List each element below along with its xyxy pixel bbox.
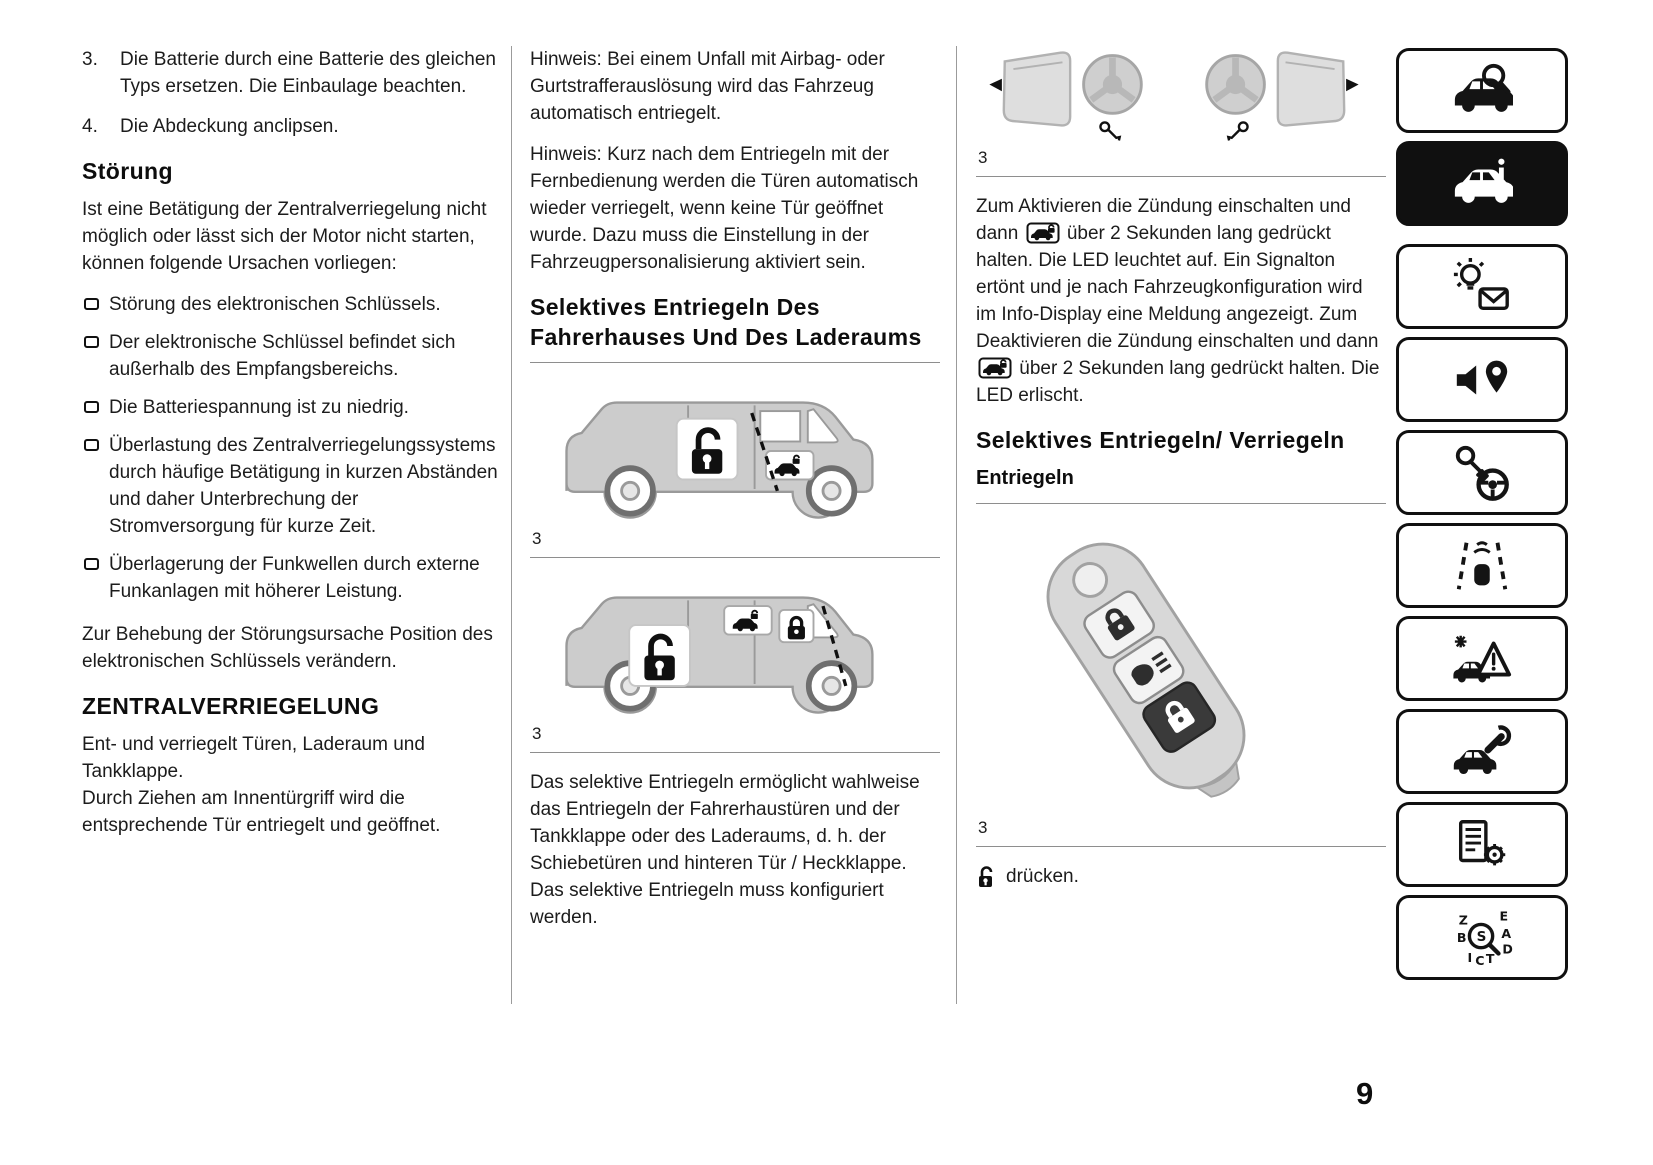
- press-text: drücken.: [1006, 866, 1079, 887]
- page-number: 9: [1356, 1076, 1374, 1111]
- figure-key-fob: [976, 503, 1386, 846]
- divider: [976, 176, 1386, 177]
- button-bullet-icon: [84, 439, 99, 451]
- van-illustration: [530, 375, 926, 527]
- figure-caption: 3: [978, 818, 988, 837]
- cab-unlock-button-icon: [1024, 223, 1062, 244]
- tab-maintenance[interactable]: [1396, 709, 1568, 794]
- column-divider: [511, 46, 512, 1004]
- svg-text:T: T: [1485, 950, 1495, 966]
- numbered-item: [82, 113, 498, 140]
- svg-text:I: I: [1467, 949, 1473, 965]
- tab-vehicle-info[interactable]: [1396, 141, 1568, 226]
- figure-caption: 3: [978, 148, 988, 167]
- svg-text:D: D: [1502, 941, 1513, 956]
- column-left: [82, 46, 498, 839]
- unlock-icon: [976, 865, 996, 889]
- button-bullet-icon: [84, 401, 99, 413]
- tab-starting-driving[interactable]: [1396, 430, 1568, 515]
- list-item: [82, 551, 498, 605]
- tab-alphabetical-index[interactable]: [1396, 895, 1568, 980]
- heading-selektives-entriegeln: Selektives Entriegeln Des Fahrerhauses Und Des Laderaums: [530, 294, 922, 350]
- car-search-icon: [1451, 60, 1513, 122]
- note-paragraph: [530, 141, 940, 276]
- stoerung-intro: Ist eine Betätigung der Zentralverriegelung nicht möglich oder lässt sich der Motor nicht starten, können folgende Ursachen vorliegen:: [82, 199, 487, 274]
- key-icon: [1100, 122, 1119, 140]
- zentral-para: Ent- und verriegelt Türen, Laderaum und Tankklappe.: [82, 734, 425, 782]
- button-bullet-icon: [84, 336, 99, 348]
- figure-caption: 3: [532, 529, 542, 548]
- list-item: [82, 329, 498, 383]
- figure-van-cargo-unlock: [530, 557, 940, 752]
- note-text: Bei einem Unfall mit Airbag- oder Gurtstrafferauslösung wird das Fahrzeug automatisch entriegelt.: [530, 49, 885, 124]
- svg-text:E: E: [1499, 908, 1509, 924]
- item-number: 4.: [82, 116, 98, 137]
- section-tab-bar: [1396, 48, 1568, 988]
- bullet-text: Überlagerung der Funkwellen durch externe Funkanlagen mit höherer Leistung.: [109, 554, 480, 602]
- press-instruction: [976, 863, 1386, 890]
- list-item: [82, 291, 498, 318]
- note-label: Hinweis:: [530, 144, 602, 165]
- divider: [976, 846, 1386, 847]
- svg-text:C: C: [1475, 952, 1485, 968]
- note-label: Hinweis:: [530, 49, 602, 70]
- activation-paragraph: [976, 193, 1386, 409]
- activation-seg2: über 2 Sekunden lang gedrückt halten. Die LED leuchtet auf. Ein Signalton ertönt und je nach Fahrzeugkonfiguration wird im Info-Display eine Meldung angezeigt. Zum Deaktivieren die Zündung einschalten und dann: [976, 223, 1379, 352]
- divider: [530, 752, 940, 753]
- key-icon: [1228, 122, 1247, 140]
- cab-unlock-button-icon: [976, 358, 1014, 379]
- figure-caption: 3: [532, 724, 542, 743]
- item-number: 3.: [82, 49, 98, 70]
- zentral-para: Durch Ziehen am Innentürgriff wird die entsprechende Tür entriegelt und geöffnet.: [82, 788, 441, 836]
- bullet-text: Der elektronische Schlüssel befindet sich außerhalb des Empfangsbereichs.: [109, 332, 456, 380]
- car-info-icon: [1451, 153, 1513, 215]
- doors-illustration: [976, 46, 1372, 146]
- activation-seg1: Zum Aktivieren die Zündung einschalten und dann: [976, 196, 1351, 244]
- maintenance-icon: [1451, 721, 1513, 783]
- warning-lights-icon: [1451, 256, 1513, 318]
- technical-data-icon: [1451, 814, 1513, 876]
- item-text: Die Abdeckung anclipsen.: [120, 116, 339, 137]
- column-middle: [530, 46, 940, 945]
- heading-selektives-entriegeln-verriegeln: Selektives Entriegeln/ Verriegeln: [976, 427, 1345, 453]
- tab-warning-lights-messages[interactable]: [1396, 244, 1568, 329]
- item-text: Die Batterie durch eine Batterie des gleichen Typs ersetzen. Die Einbaulage beachten.: [120, 49, 497, 97]
- heading-stoerung: Störung: [82, 158, 173, 184]
- numbered-item: [82, 46, 498, 100]
- emergency-icon: [1451, 628, 1513, 690]
- tab-emergency[interactable]: [1396, 616, 1568, 701]
- note-paragraph: [530, 46, 940, 127]
- figure-van-cab-unlock: [530, 362, 940, 557]
- tab-technical-data[interactable]: [1396, 802, 1568, 887]
- stoerung-remedy: Zur Behebung der Störungsursache Position des elektronischen Schlüssels verändern.: [82, 624, 493, 672]
- tab-driver-assistance[interactable]: [1396, 523, 1568, 608]
- index-search-icon: [1451, 907, 1513, 969]
- list-item: [82, 394, 498, 421]
- subheading-entriegeln: Entriegeln: [976, 467, 1074, 489]
- selective-unlock-body: Das selektive Entriegeln ermöglicht wahlweise das Entriegeln der Fahrerhaustüren und der Tankklappe oder des Laderaums, d. h. der Schiebetüren und hinteren Tür / Heckklappe. Das selektive Entriegeln muss konfiguriert werden.: [530, 772, 920, 928]
- van-illustration: [530, 570, 926, 722]
- svg-text:Z: Z: [1458, 911, 1468, 927]
- key-fob-illustration: [976, 516, 1316, 816]
- svg-text:S: S: [1476, 928, 1487, 945]
- tab-overview-search[interactable]: [1396, 48, 1568, 133]
- bullet-text: Störung des elektronischen Schlüssels.: [109, 294, 441, 315]
- ignition-driving-icon: [1451, 442, 1513, 504]
- note-text: Kurz nach dem Entriegeln mit der Fernbedienung werden die Türen automatisch wieder verriegelt, wenn keine Tür geöffnet wurde. Dazu muss die Einstellung in der Fahrzeugpersonalisierung aktiviert sein.: [530, 144, 919, 273]
- bullet-text: Überlastung des Zentralverriegelungssystems durch häufige Betätigung in kurzen Abständen und daher Unterbrechung der Stromversorgung für kurze Zeit.: [109, 435, 498, 537]
- column-divider: [956, 46, 957, 1004]
- button-bullet-icon: [84, 298, 99, 310]
- tab-multimedia-navigation[interactable]: [1396, 337, 1568, 422]
- figure-door-panels: [976, 46, 1386, 176]
- column-right: [976, 46, 1386, 904]
- button-bullet-icon: [84, 558, 99, 570]
- svg-text:A: A: [1501, 925, 1512, 941]
- svg-text:B: B: [1456, 929, 1467, 945]
- bullet-text: Die Batteriespannung ist zu niedrig.: [109, 397, 409, 418]
- heading-zentralverriegelung: ZENTRALVERRIEGELUNG: [82, 693, 380, 719]
- activation-seg3: über 2 Sekunden lang gedrückt halten. Die LED erlischt.: [976, 358, 1380, 406]
- multimedia-navigation-icon: [1451, 349, 1513, 411]
- driver-assistance-icon: [1451, 535, 1513, 597]
- list-item: [82, 432, 498, 540]
